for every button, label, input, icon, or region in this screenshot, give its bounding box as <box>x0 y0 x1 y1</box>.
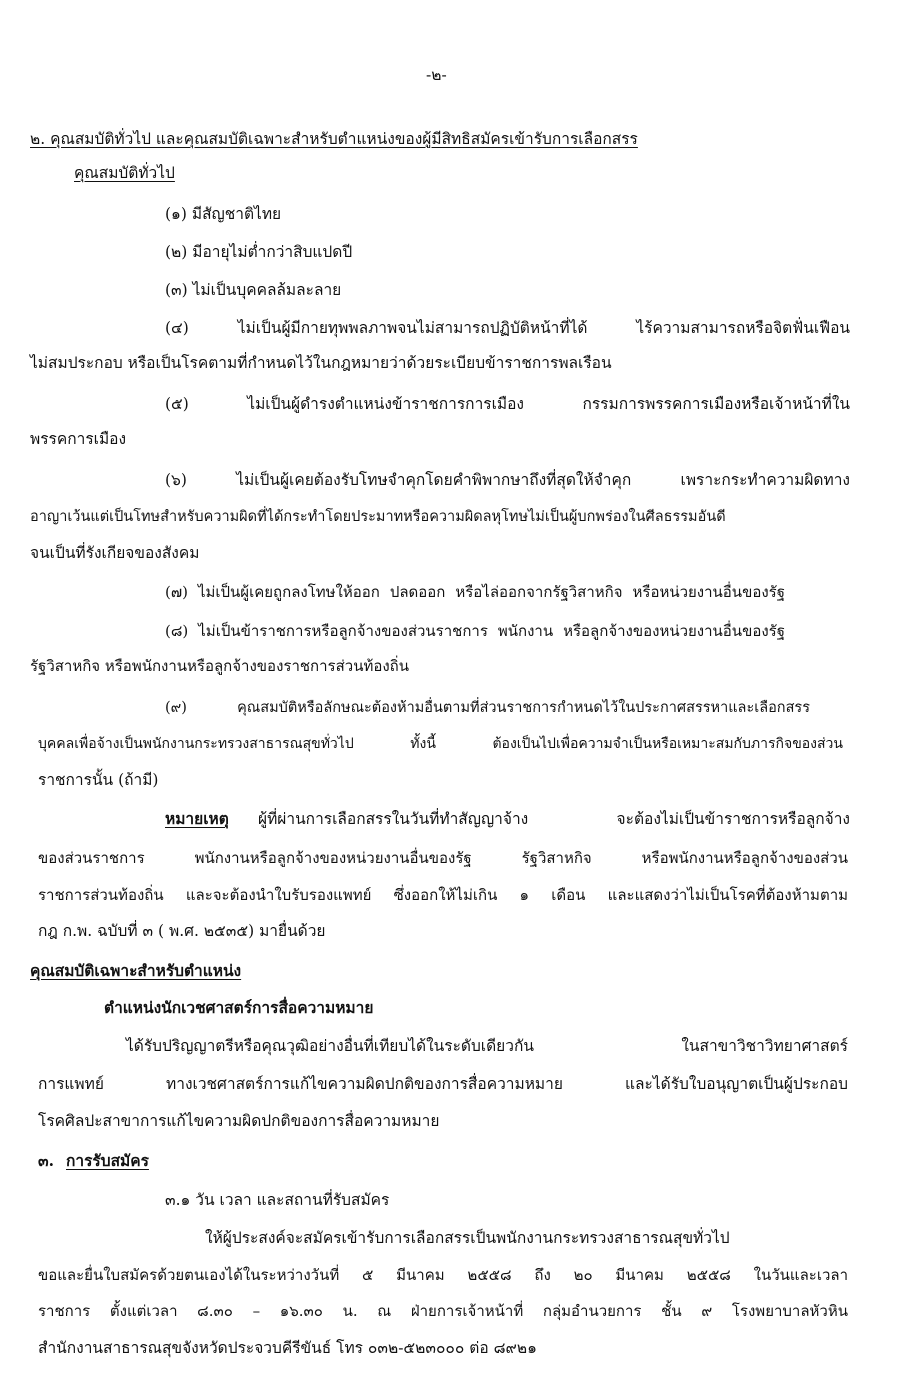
note-line-3: ราชการส่วนท้องถิ่น และจะต้องนำใบรับรองแพทย์ ซึ่งออกให้ไม่เกิน ๑ เดือน และแสดงว่าไม่เป็นโรคที่ต้องห้ามตาม <box>38 886 848 904</box>
qualification-item-4-line-2: ไม่สมประกอบ หรือเป็นโรคตามที่กำหนดไว้ในกฎหมายว่าด้วยระเบียบข้าราชการพลเรือน <box>30 354 612 372</box>
qualification-item-6-line-3: จนเป็นที่รังเกียจของสังคม <box>30 544 200 562</box>
qualification-item-9-line-3: ราชการนั้น (ถ้ามี) <box>38 771 159 789</box>
qualification-item-6-line-1: (๖) ไม่เป็นผู้เคยต้องรับโทษจำคุกโดยคำพิพากษาถึงที่สุดให้จำคุก เพราะกระทำความผิดทาง <box>165 471 850 489</box>
section-3-number: ๓. <box>38 1151 54 1170</box>
specific-qualifications-title: คุณสมบัติเฉพาะสำหรับตำแหน่ง <box>30 961 242 980</box>
note-line-4: กฎ ก.พ. ฉบับที่ ๓ ( พ.ศ. ๒๕๓๕) มายื่นด้วย <box>38 922 326 940</box>
qualification-item-8-line-2: รัฐวิสาหกิจ หรือพนักงานหรือลูกจ้างของราชการส่วนท้องถิ่น <box>30 657 409 675</box>
general-qualifications-title: คุณสมบัติทั่วไป <box>74 164 175 182</box>
application-paragraph-line-4: สำนักงานสาธารณสุขจังหวัดประจวบคีรีขันธ์ โทร ๐๓๒-๕๒๓๐๐๐ ต่อ ๘๙๒๑ <box>38 1339 537 1357</box>
position-title: ตำแหน่งนักเวชศาสตร์การสื่อความหมาย <box>104 998 374 1017</box>
note-label: หมายเหตุ <box>165 809 229 828</box>
qualification-item-9-line-2: บุคคลเพื่อจ้างเป็นพนักงานกระทรวงสาธารณสุขทั่วไป ทั้งนี้ ต้องเป็นไปเพื่อความจำเป็นหรือเหมาะสมกับภารกิจของส่วน <box>38 736 843 752</box>
qualification-item-5-line-1: (๕) ไม่เป็นผู้ดำรงตำแหน่งข้าราชการการเมือง กรรมการพรรคการเมืองหรือเจ้าหน้าที่ใน <box>165 395 850 413</box>
page-number: -๒- <box>426 66 447 84</box>
section-2-heading: ๒. คุณสมบัติทั่วไป และคุณสมบัติเฉพาะสำหรับตำแหน่งของผู้มีสิทธิสมัครเข้ารับการเลือกสรร <box>30 130 638 148</box>
application-paragraph-line-2: ขอและยื่นใบสมัครด้วยตนเองได้ในระหว่างวันที่ ๕ มีนาคม ๒๕๕๘ ถึง ๒๐ มีนาคม ๒๕๕๘ ในวันและเวลา <box>38 1266 848 1284</box>
qualification-item-6-line-2: อาญาเว้นแต่เป็นโทษสำหรับความผิดที่ได้กระทำโดยประมาทหรือความผิดลหุโทษไม่เป็นผู้บกพร่องในศีลธรรมอันดี <box>30 509 726 525</box>
qualification-item-9-line-1: (๙) คุณสมบัติหรือลักษณะต้องห้ามอื่นตามที่ส่วนราชการกำหนดไว้ในประกาศสรรหาและเลือกสรร <box>165 700 810 716</box>
application-paragraph-line-3: ราชการ ตั้งแต่เวลา ๘.๓๐ – ๑๖.๓๐ น. ณ ฝ่ายการเจ้าหน้าที่ กลุ่มอำนวยการ ชั้น ๙ โรงพยาบาลหัวหิน <box>38 1302 848 1320</box>
qualification-item-7: (๗) ไม่เป็นผู้เคยถูกลงโทษให้ออก ปลดออก หรือไล่ออกจากรัฐวิสาหกิจ หรือหน่วยงานอื่นของรัฐ <box>165 583 785 601</box>
qualification-item-5-line-2: พรรคการเมือง <box>30 430 127 448</box>
note-line-1: ผู้ที่ผ่านการเลือกสรรในวันที่ทำสัญญาจ้าง จะต้องไม่เป็นข้าราชการหรือลูกจ้าง <box>258 810 850 828</box>
specific-qualification-line-3: โรคศิลปะสาขาการแก้ไขความผิดปกติของการสื่อความหมาย <box>38 1112 440 1130</box>
section-3-heading: การรับสมัคร <box>66 1151 149 1170</box>
section-3-1-heading: ๓.๑ วัน เวลา และสถานที่รับสมัคร <box>165 1191 390 1209</box>
note-line-2: ของส่วนราชการ พนักงานหรือลูกจ้างของหน่วยงานอื่นของรัฐ รัฐวิสาหกิจ หรือพนักงานหรือลูกจ้างของส่วน <box>38 849 848 867</box>
qualification-item-3: (๓) ไม่เป็นบุคคลล้มละลาย <box>165 281 342 299</box>
qualification-item-8-line-1: (๘) ไม่เป็นข้าราชการหรือลูกจ้างของส่วนราชการ พนักงาน หรือลูกจ้างของหน่วยงานอื่นของรัฐ <box>165 622 785 640</box>
qualification-item-4-line-1: (๔) ไม่เป็นผู้มีกายทุพพลภาพจนไม่สามารถปฏิบัติหน้าที่ได้ ไร้ความสามารถหรือจิตฟั่นเฟือน <box>165 319 850 337</box>
application-paragraph-line-1: ให้ผู้ประสงค์จะสมัครเข้ารับการเลือกสรรเป็นพนักงานกระทรวงสาธารณสุขทั่วไป <box>205 1229 730 1247</box>
specific-qualification-line-1: ได้รับปริญญาตรีหรือคุณวุฒิอย่างอื่นที่เทียบได้ในระดับเดียวกัน ในสาขาวิชาวิทยาศาสตร์ <box>126 1037 848 1055</box>
qualification-item-2: (๒) มีอายุไม่ต่ำกว่าสิบแปดปี <box>165 243 353 261</box>
specific-qualification-line-2: การแพทย์ ทางเวชศาสตร์การแก้ไขความผิดปกติของการสื่อความหมาย และได้รับใบอนุญาตเป็นผู้ประกอบ <box>38 1075 848 1093</box>
qualification-item-1: (๑) มีสัญชาติไทย <box>165 205 282 223</box>
